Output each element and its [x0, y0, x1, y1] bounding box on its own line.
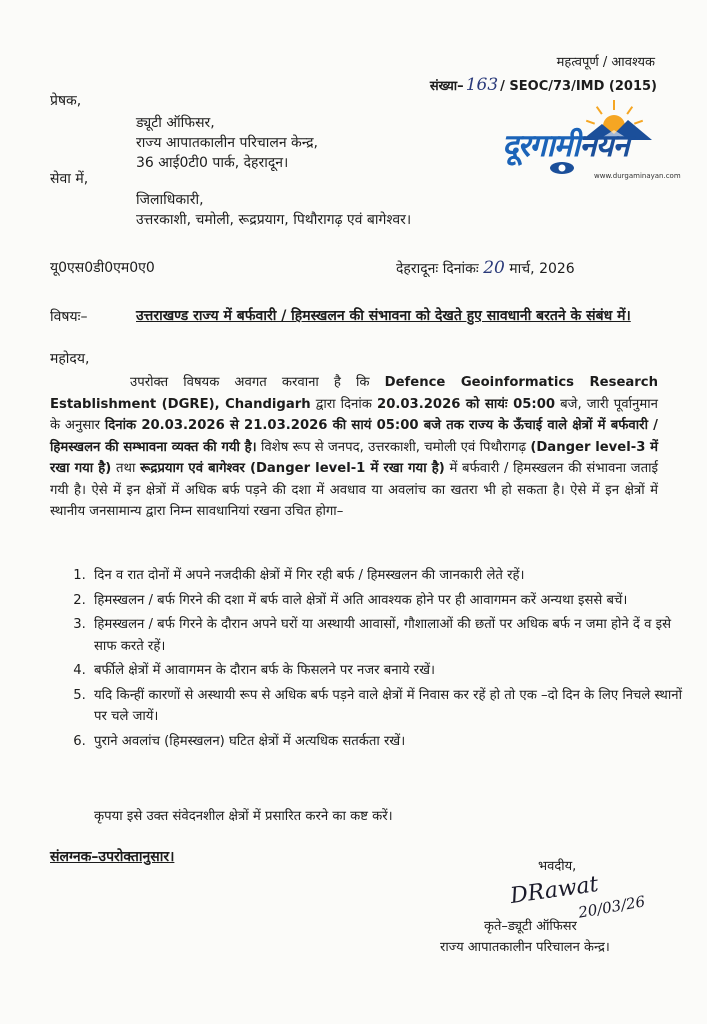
signatory-office: राज्य आपातकालीन परिचालन केन्द्र। — [440, 940, 610, 955]
precautions-list — [62, 565, 688, 755]
precaution-item: 3. हिमस्खलन / बर्फ गिरने के दौरान अपने घरों या अस्थायी आवासों, गौशालाओं की छतों पर अधिक बर्फ न जमा होने दें व इसे साफ करते रहें। — [90, 614, 688, 657]
ref-number-handwritten: 163 — [465, 75, 499, 95]
handwritten-signature — [510, 870, 660, 922]
ref-suffix: / SEOC/73/IMD (2015) — [500, 79, 657, 94]
logo-word-2: नयन — [579, 128, 629, 164]
durgami-nayan-logo — [502, 96, 680, 186]
date-rest: मार्च, 2026 — [509, 261, 575, 277]
subject-label: विषयः– — [50, 309, 88, 325]
sender-line-3: 36 आई0टी0 पार्क, देहरादून। — [136, 155, 289, 171]
signatory-designation: कृते–ड्यूटी ऑफिसर — [484, 919, 577, 934]
office-code: यू0एस0डी0एम0ए0 — [50, 260, 155, 276]
priority-label: महत्वपूर्ण / आवश्यक — [556, 55, 655, 70]
sender-line-1: ड्यूटी ऑफिसर, — [136, 115, 215, 131]
sender-label: प्रेषक, — [50, 93, 82, 109]
subject-text: उत्तराखण्ड राज्य में बर्फवारी / हिमस्खलन की संभावना को देखते हुए सावधानी बरतने के संबंध में। — [136, 308, 631, 324]
precaution-item: 1. दिन व रात दोनों में अपने नजदीकी क्षेत्रों में गिर रही बर्फ / हिमस्खलन की जानकारी लेते रहें। — [90, 565, 688, 587]
closing-request: कृपया इसे उक्त संवेदनशील क्षेत्रों में प्रसारित करने का कष्ट करें। — [94, 809, 393, 824]
recipient-label: सेवा में, — [50, 171, 89, 187]
precaution-item: 6. पुराने अवलांच (हिमस्खलन) घटित क्षेत्रों में अत्यधिक सतर्कता रखें। — [90, 731, 688, 753]
reference-number — [430, 75, 657, 95]
yours-faithfully: भवदीय, — [538, 859, 577, 874]
enclosure-note: संलग्नक–उपरोक्तानुसार। — [50, 849, 175, 865]
recipient-line-2: उत्तरकाशी, चमोली, रूद्रप्रयाग, पिथौरागढ़ एवं बागेश्वर। — [136, 212, 412, 228]
letter-date — [396, 259, 575, 278]
logo-word-1: दूरगामी — [502, 128, 580, 164]
sender-line-2: राज्य आपातकालीन परिचालन केन्द्र, — [136, 135, 319, 151]
logo-url: www.durgaminayan.com — [594, 172, 681, 180]
salutation: महोदय, — [50, 351, 90, 367]
precaution-item: 5. यदि किन्हीं कारणों से अस्थायी रूप से अधिक बर्फ पड़ने वाले क्षेत्रों में निवास कर रहें हो तो एक –दो दिन के लिए निचले स्थानों पर चले जायें। — [90, 685, 688, 728]
date-prefix: देहरादूनः दिनांकः — [396, 261, 479, 277]
signature-name: DRawat — [508, 871, 600, 910]
precaution-item: 4. बर्फीले क्षेत्रों में आवागमन के दौरान बर्फ के फिसलने पर नजर बनाये रखें। — [90, 660, 688, 682]
ref-prefix: संख्या– — [429, 79, 464, 94]
logo-wordmark — [502, 124, 629, 166]
precaution-item: 2. हिमस्खलन / बर्फ गिरने की दशा में बर्फ वाले क्षेत्रों में अति आवश्यक होने पर ही आवागमन करें अन्यथा इससे बचें। — [90, 590, 688, 612]
body-paragraph: उपरोक्त विषयक अवगत करवाना है कि Defence Geoinformatics Research Establishment (DGRE), Chandigarh द्वारा दिनांक 20.03.2026 को सायंः 05:00 बजे, जारी पूर्वानुमान के अनुसार दिनांक 20.03.2026 से 21.03.2026 की सायं 05:00 बजे तक राज्य के ऊँचाई वाले क्षेत्रों में बर्फवारी / हिमस्खलन की सम्भावना व्यक्त की गयी है। विशेष रूप से जनपद, उत्तरकाशी, चमोली एवं पिथौरागढ़ (Danger level-3 में रखा गया है) तथा रूद्रप्रयाग एवं बागेश्वर (Danger level-1 में रखा गया है) में बर्फवारी / हिमस्खलन की संभावना जताई गयी है। ऐसे में इन क्षेत्रों में अधिक बर्फ पड़ने की दशा में अवधाव या अवलांच का खतरा भी हो सकता है। ऐसे में इन क्षेत्रों में स्थानीय जनसामान्य द्वारा निम्न सावधानियां रखना उचित होगा– — [50, 375, 658, 519]
date-day-handwritten: 20 — [483, 258, 505, 278]
signature-date: 20/03/26 — [576, 892, 647, 922]
recipient-line-1: जिलाधिकारी, — [136, 192, 204, 208]
